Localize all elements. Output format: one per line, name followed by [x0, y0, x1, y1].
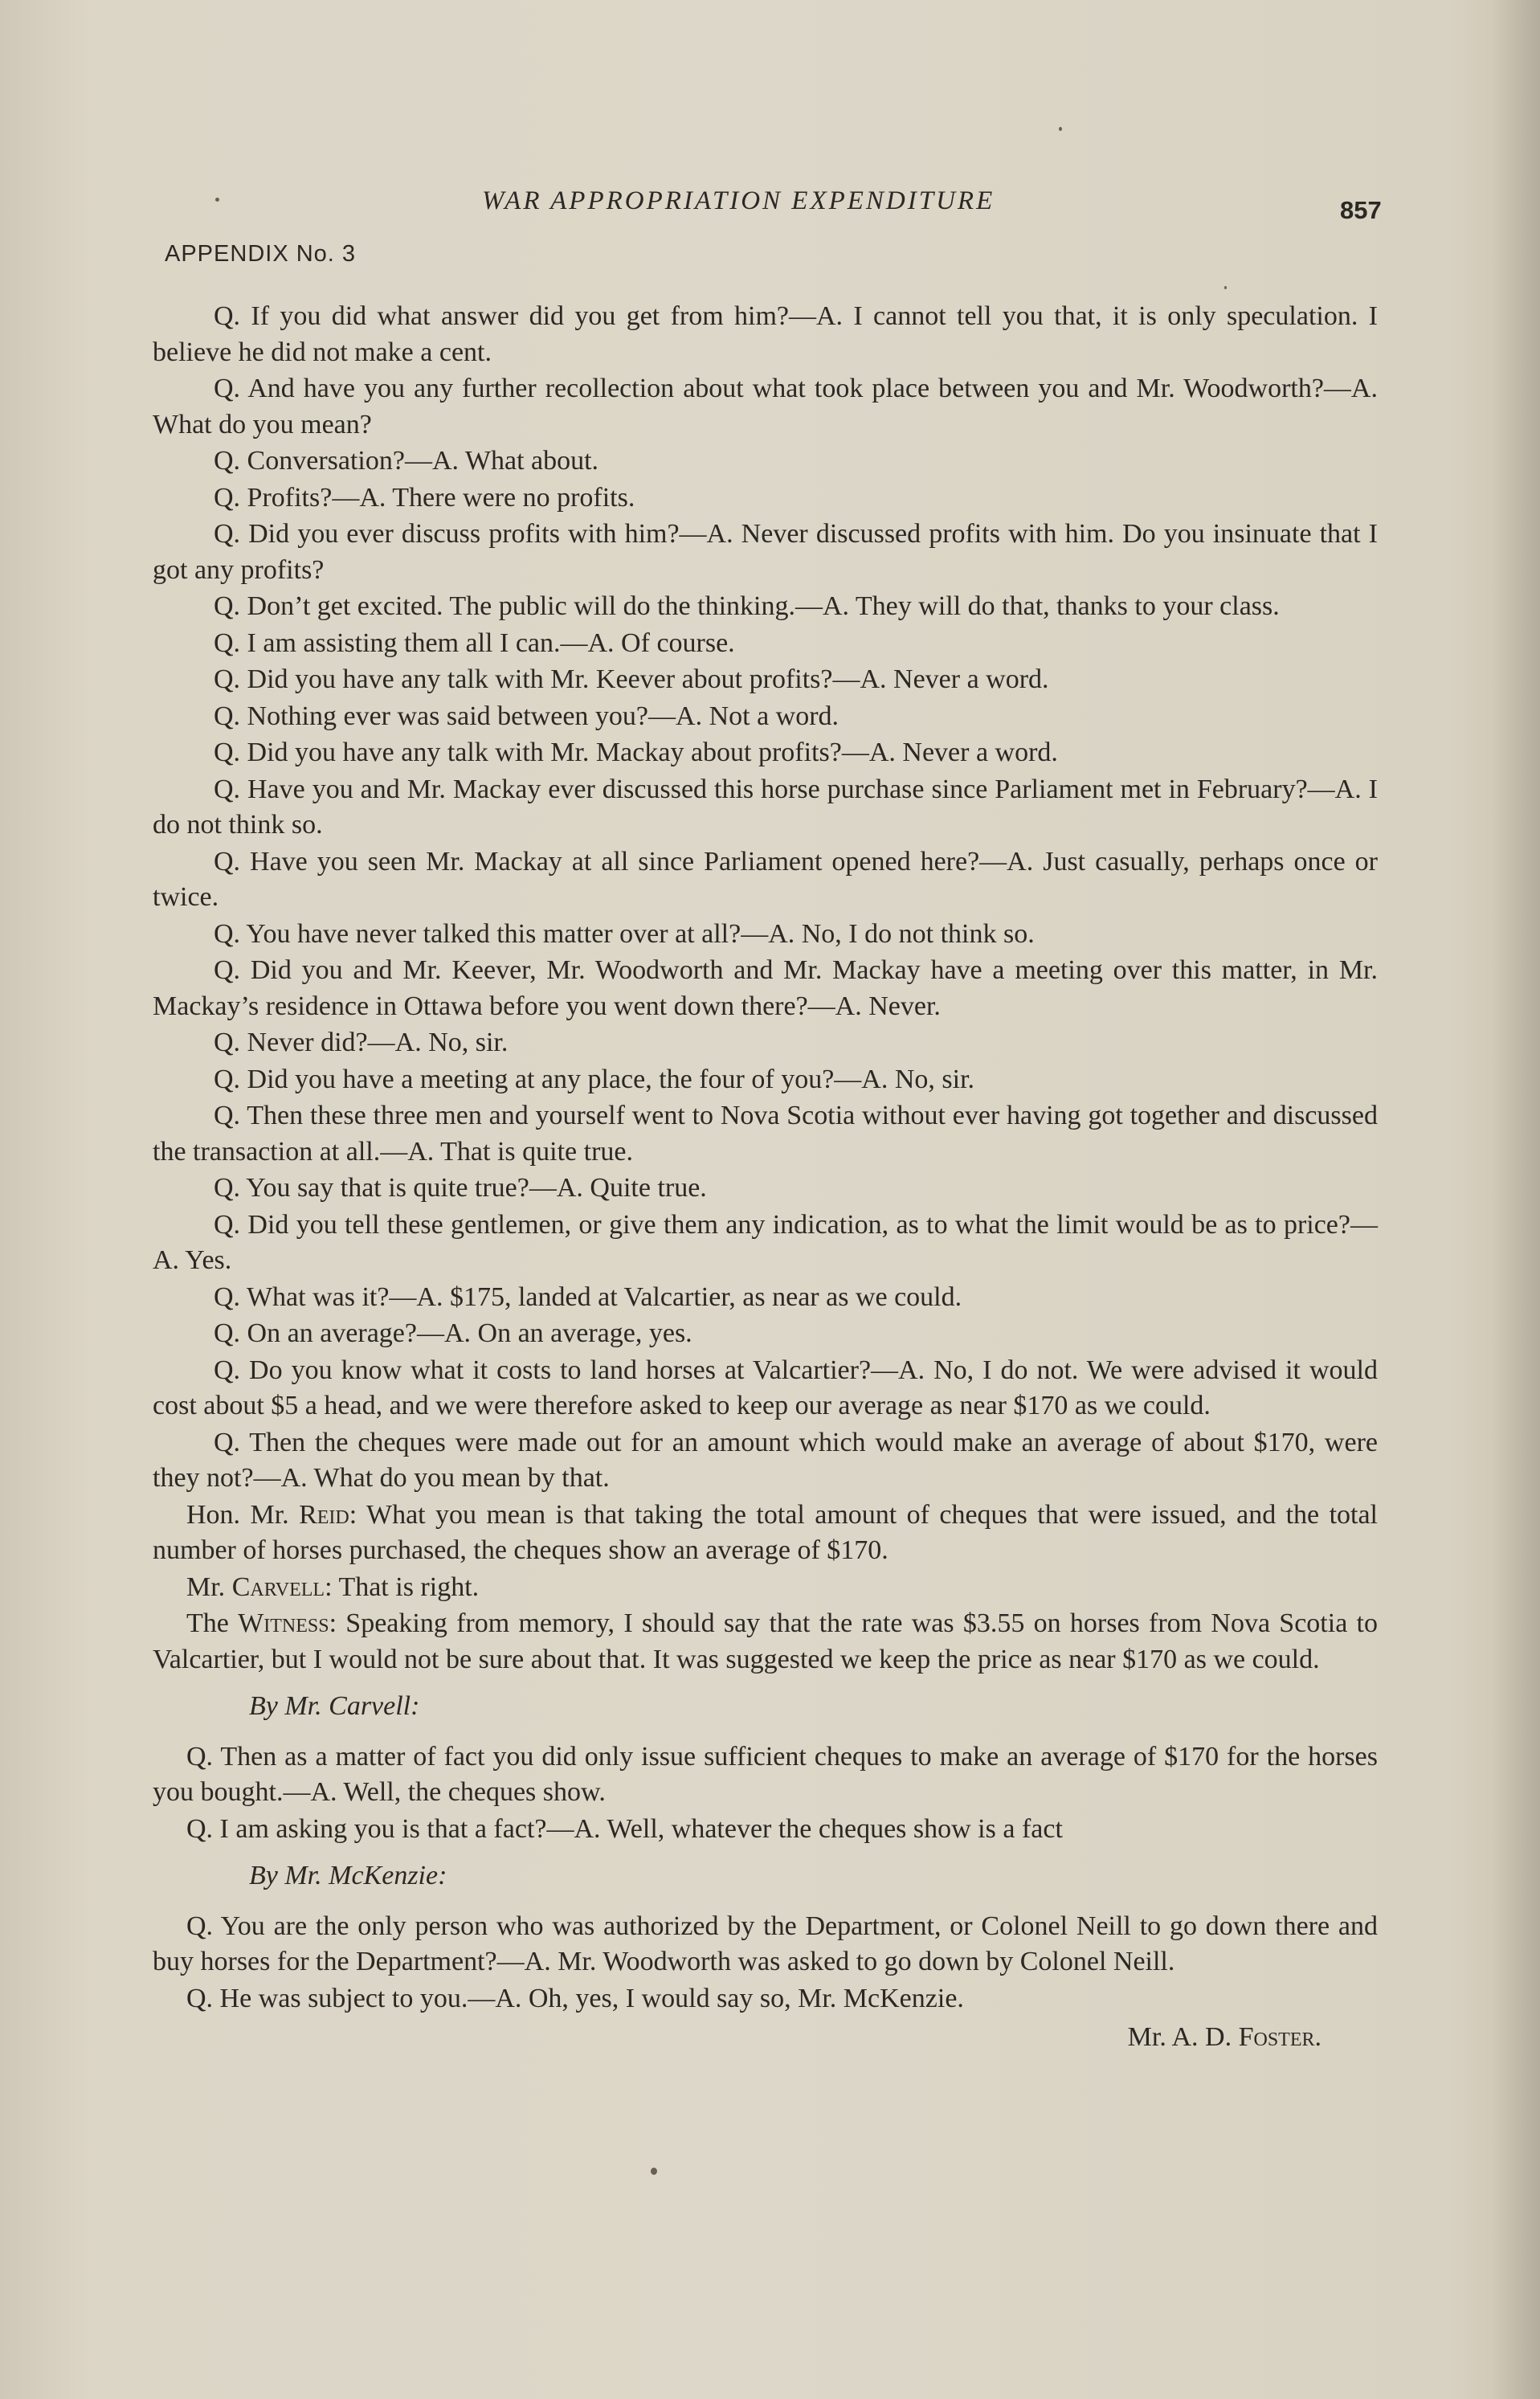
section-heading-carvell: By Mr. Carvell: — [249, 1691, 420, 1721]
testimony-paragraph: Q. Do you know what it costs to land horses at Valcartier?—A. No, I do not. We were advised it would cost about $5 a head, and we were therefore asked to keep our average as near $170 as we could. — [153, 1355, 1378, 1420]
speaker-text: : What you mean is that taking the total amount of cheques that were issued, and the total number of horses purchased, the cheques show an average of $170. — [153, 1499, 1379, 1565]
running-head — [0, 183, 1540, 228]
paper-speck — [1059, 127, 1062, 131]
testimony-paragraph: Q. Did you and Mr. Keever, Mr. Woodworth and Mr. Mackay have a meeting over this matter, in Mr. Mackay’s residence in Ottawa before you went down there?—A. Never. — [153, 955, 1378, 1021]
paper-speck — [1224, 286, 1227, 289]
testimony-paragraph: Q. Conversation?—A. What about. — [214, 446, 599, 476]
testimony-paragraph: Q. I am asking you is that a fact?—A. Well, whatever the cheques show is a fact — [186, 1813, 1063, 1844]
testimony-paragraph: Q. Did you have any talk with Mr. Mackay about profits?—A. Never a word. — [214, 738, 1058, 767]
signature-prefix: Mr. A. D. — [1127, 2022, 1239, 2052]
signature-name: Foster — [1238, 2022, 1315, 2052]
page-number: 857 — [1340, 196, 1382, 224]
speaker-name: Witness — [238, 1608, 329, 1638]
speaker-paragraph-reid — [153, 1498, 1378, 1569]
speaker-text: : That is right. — [325, 1571, 480, 1602]
testimony-paragraph: Q. Nothing ever was said between you?—A. Not a word. — [214, 701, 839, 731]
running-title: WAR APPROPRIATION EXPENDITURE — [482, 186, 995, 215]
speaker-name: Carvell — [231, 1571, 325, 1602]
speaker-prefix: Hon. Mr. — [186, 1499, 300, 1530]
speaker-name: Reid — [299, 1499, 349, 1530]
testimony-paragraph: Q. Then as a matter of fact you did only issue sufficient cheques to make an average of $170 for the horses you bought.—A. Well, the cheques show. — [153, 1741, 1378, 1807]
testimony-paragraph: Q. Did you have any talk with Mr. Keever about profits?—A. Never a word. — [214, 664, 1049, 694]
testimony-paragraph: Q. On an average?—A. On an average, yes. — [214, 1318, 692, 1348]
testimony-paragraph: Q. Then these three men and yourself went to Nova Scotia without ever having got together and discussed the transaction at all.—A. That is quite true. — [153, 1101, 1378, 1167]
testimony-body — [153, 299, 1378, 2056]
testimony-paragraph: Q. You have never talked this matter over at all?—A. No, I do not think so. — [214, 918, 1035, 949]
signature-suffix: . — [1314, 2022, 1321, 2052]
testimony-paragraph: Q. Did you tell these gentlemen, or give them any indication, as to what the limit would be as to price?—A. Yes. — [153, 1209, 1378, 1275]
testimony-paragraph: Q. Have you seen Mr. Mackay at all since Parliament opened here?—A. Just casually, perhaps once or twice. — [153, 846, 1378, 912]
testimony-paragraph: Q. If you did what answer did you get from him?—A. I cannot tell you that, it is only speculation. I believe he did not make a cent. — [153, 301, 1378, 367]
testimony-paragraph: Q. Profits?—A. There were no profits. — [214, 482, 635, 513]
testimony-paragraph: Q. Then the cheques were made out for an amount which would make an average of about $170, were they not?—A. What do you mean by that. — [153, 1427, 1378, 1493]
testimony-paragraph: Q. And have you any further recollection about what took place between you and Mr. Woodworth?—A. What do you mean? — [153, 374, 1378, 439]
testimony-paragraph: Q. You say that is quite true?—A. Quite true. — [214, 1173, 707, 1203]
testimony-paragraph: Q. Did you ever discuss profits with him?—A. Never discussed profits with him. Do you insinuate that I got any profits? — [153, 519, 1378, 585]
speaker-paragraph-carvell — [153, 1570, 1378, 1606]
testimony-paragraph: Q. I am assisting them all I can.—A. Of course. — [214, 627, 735, 658]
section-heading-mckenzie: By Mr. McKenzie: — [249, 1861, 447, 1890]
appendix-label: APPENDIX No. 3 — [165, 241, 357, 267]
speaker-prefix: The — [186, 1608, 239, 1638]
testimony-paragraph: Q. Have you and Mr. Mackay ever discussed this horse purchase since Parliament met in February?—A. I do not think so. — [153, 774, 1378, 840]
paper-speck — [651, 2168, 657, 2175]
testimony-paragraph: Q. Don’t get excited. The public will do the thinking.—A. They will do that, thanks to your class. — [214, 591, 1280, 621]
speaker-text: : Speaking from memory, I should say that the rate was $3.55 on horses from Nova Scotia to Valcartier, but I would not be sure about that. It was suggested we keep the price as near $170 as we could. — [153, 1608, 1379, 1674]
paper-speck — [215, 198, 219, 202]
speaker-prefix: Mr. — [186, 1571, 232, 1602]
testimony-paragraph: Q. You are the only person who was authorized by the Department, or Colonel Neill to go down there and buy horses for the Department?—A. Mr. Woodworth was asked to go down by Colonel Neill. — [153, 1911, 1378, 1976]
testimony-paragraph: Q. He was subject to you.—A. Oh, yes, I would say so, Mr. McKenzie. — [186, 1983, 964, 2013]
testimony-paragraph: Q. Did you have a meeting at any place, the four of you?—A. No, sir. — [214, 1064, 975, 1094]
speaker-paragraph-witness — [153, 1606, 1378, 1678]
testimony-paragraph: Q. What was it?—A. $175, landed at Valcartier, as near as we could. — [214, 1281, 962, 1312]
signature-line — [153, 2020, 1378, 2056]
testimony-paragraph: Q. Never did?—A. No, sir. — [214, 1028, 509, 1057]
